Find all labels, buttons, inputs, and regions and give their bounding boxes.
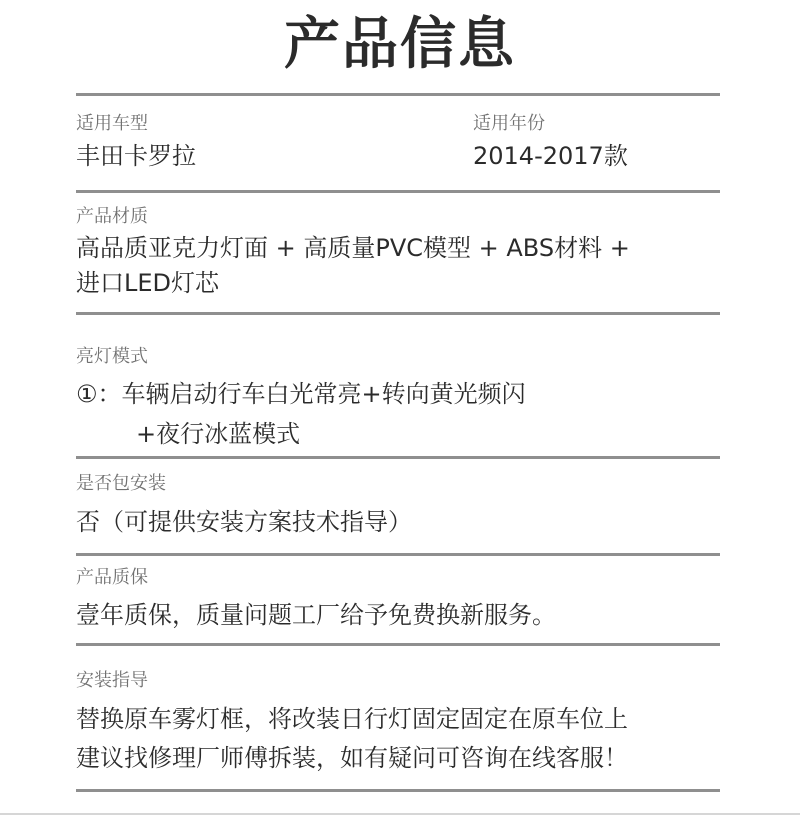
section-divider	[76, 553, 720, 556]
year-label: 适用年份	[473, 113, 545, 134]
guide-value-line-2: 建议找修理厂师傅拆装，如有疑问可咨询在线客服！	[76, 744, 628, 772]
warranty-label: 产品质保	[76, 567, 148, 588]
section-divider	[76, 789, 720, 792]
warranty-value: 壹年质保，质量问题工厂给予免费换新服务。	[76, 601, 556, 629]
year-value: 2014-2017款	[473, 142, 628, 170]
section-divider	[76, 312, 720, 315]
light-mode-value-line-1: ①：车辆启动行车白光常亮+转向黄光频闪	[76, 380, 526, 408]
material-value-line-2: 进口LED灯芯	[76, 269, 220, 297]
light-mode-value-line-2: +夜行冰蓝模式	[136, 420, 301, 448]
material-value-line-1: 高品质亚克力灯面 + 高质量PVC模型 + ABS材料 +	[76, 234, 630, 262]
page-title: 产品信息	[284, 12, 516, 77]
section-divider	[76, 190, 720, 193]
installation-label: 是否包安装	[76, 473, 166, 494]
vehicle-label: 适用车型	[76, 113, 148, 134]
light-mode-label: 亮灯模式	[76, 346, 148, 367]
material-label: 产品材质	[76, 206, 148, 227]
section-divider	[76, 93, 720, 96]
installation-value: 否（可提供安装方案技术指导）	[76, 508, 412, 536]
section-divider	[76, 456, 720, 459]
section-divider	[76, 643, 720, 646]
guide-label: 安装指导	[76, 670, 148, 691]
vehicle-value: 丰田卡罗拉	[76, 142, 196, 170]
guide-value-line-1: 替换原车雾灯框，将改装日行灯固定固定在原车位上	[76, 705, 628, 733]
page-bottom-border	[0, 813, 800, 815]
